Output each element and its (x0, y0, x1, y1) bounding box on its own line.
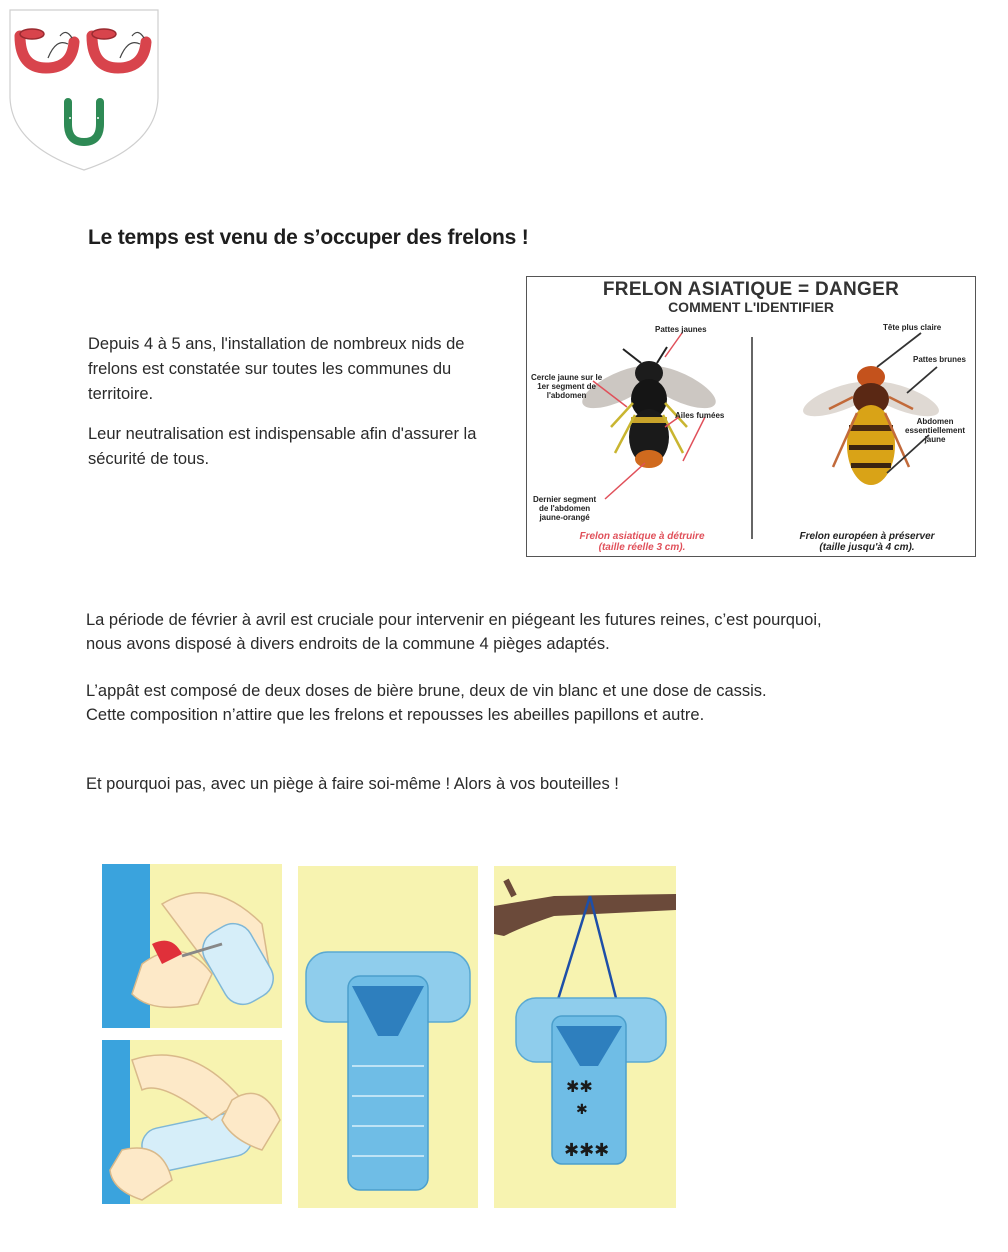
coat-of-arms-logo (8, 6, 160, 174)
label-yellow-abdomen (905, 417, 965, 444)
text-line: sécurité de tous. (88, 450, 210, 468)
svg-text:✱: ✱ (576, 1102, 588, 1118)
text-line: Cercle jaune sur le (531, 373, 603, 382)
text-line: Frelon européen à préserver (799, 531, 935, 542)
text-line: (taille réelle 3 cm). (598, 542, 686, 553)
cut-bottle-illustration (102, 864, 282, 1028)
text-line: Dernier segment (533, 495, 597, 504)
text-line: 1er segment de (537, 382, 596, 391)
text-line: La période de février à avril est cruciale pour intervenir en piégeant les futures reines, c’est pourquoi, (86, 611, 822, 629)
label-yellow-ring (531, 373, 602, 400)
infographic-subtitle: COMMENT L'IDENTIFIER (668, 299, 834, 315)
label-last-segment (533, 495, 596, 522)
svg-text:✱✱: ✱✱ (566, 1077, 593, 1096)
label-smoky-wings: Ailes fumées (675, 411, 725, 420)
european-hornet-caption (777, 531, 957, 553)
text-line: Abdomen (916, 417, 954, 426)
text-line: territoire. (88, 385, 154, 403)
text-line: jaune-orangé (539, 513, 590, 522)
label-brown-legs: Pattes brunes (913, 355, 966, 364)
paragraph-diy: Et pourquoi pas, avec un piège à faire soi-même ! Alors à vos bouteilles ! (86, 775, 619, 793)
asian-hornet-caption (557, 531, 727, 553)
text-line: de l'abdomen (538, 504, 591, 513)
intro-paragraph-1 (88, 332, 464, 407)
text-line: jaune (924, 435, 946, 444)
hanging-trap-illustration (494, 866, 676, 1208)
paragraph-bait (86, 679, 767, 727)
label-yellow-legs: Pattes jaunes (655, 325, 707, 334)
text-line: Frelon asiatique à détruire (579, 531, 705, 542)
page-title: Le temps est venu de s’occuper des frelons ! (88, 226, 529, 249)
assembled-trap-image (298, 866, 478, 1208)
text-line: Leur neutralisation est indispensable afin d'assurer la (88, 425, 477, 443)
text-line: l'abdomen (546, 391, 587, 400)
svg-text:✱✱✱: ✱✱✱ (564, 1140, 610, 1161)
paragraph-period (86, 608, 822, 656)
text-line: (taille jusqu'à 4 cm). (819, 542, 915, 553)
label-lighter-head: Tête plus claire (883, 323, 942, 332)
text-line: nous avons disposé à divers endroits de la commune 4 pièges adaptés. (86, 635, 610, 653)
hornet-identification-infographic (526, 276, 976, 557)
text-line: essentiellement (905, 426, 966, 435)
text-line: Cette composition n’attire que les frelons et repousses les abeilles papillons et autre. (86, 706, 705, 724)
assembled-trap-illustration (298, 866, 478, 1208)
text-line: Depuis 4 à 5 ans, l'installation de nombreux nids de (88, 335, 465, 353)
text-line: L’appât est composé de deux doses de bière brune, deux de vin blanc et une dose de cassis. (86, 682, 767, 700)
intro-paragraph-2 (88, 422, 476, 472)
infographic-title: FRELON ASIATIQUE = DANGER (602, 279, 900, 300)
text-line: frelons est constatée sur toutes les communes du (88, 360, 452, 378)
hanging-trap-image (494, 866, 676, 1208)
invert-neck-illustration (102, 1040, 282, 1204)
step-invert-neck-image (102, 1040, 282, 1204)
step-cut-bottle-image (102, 864, 282, 1028)
